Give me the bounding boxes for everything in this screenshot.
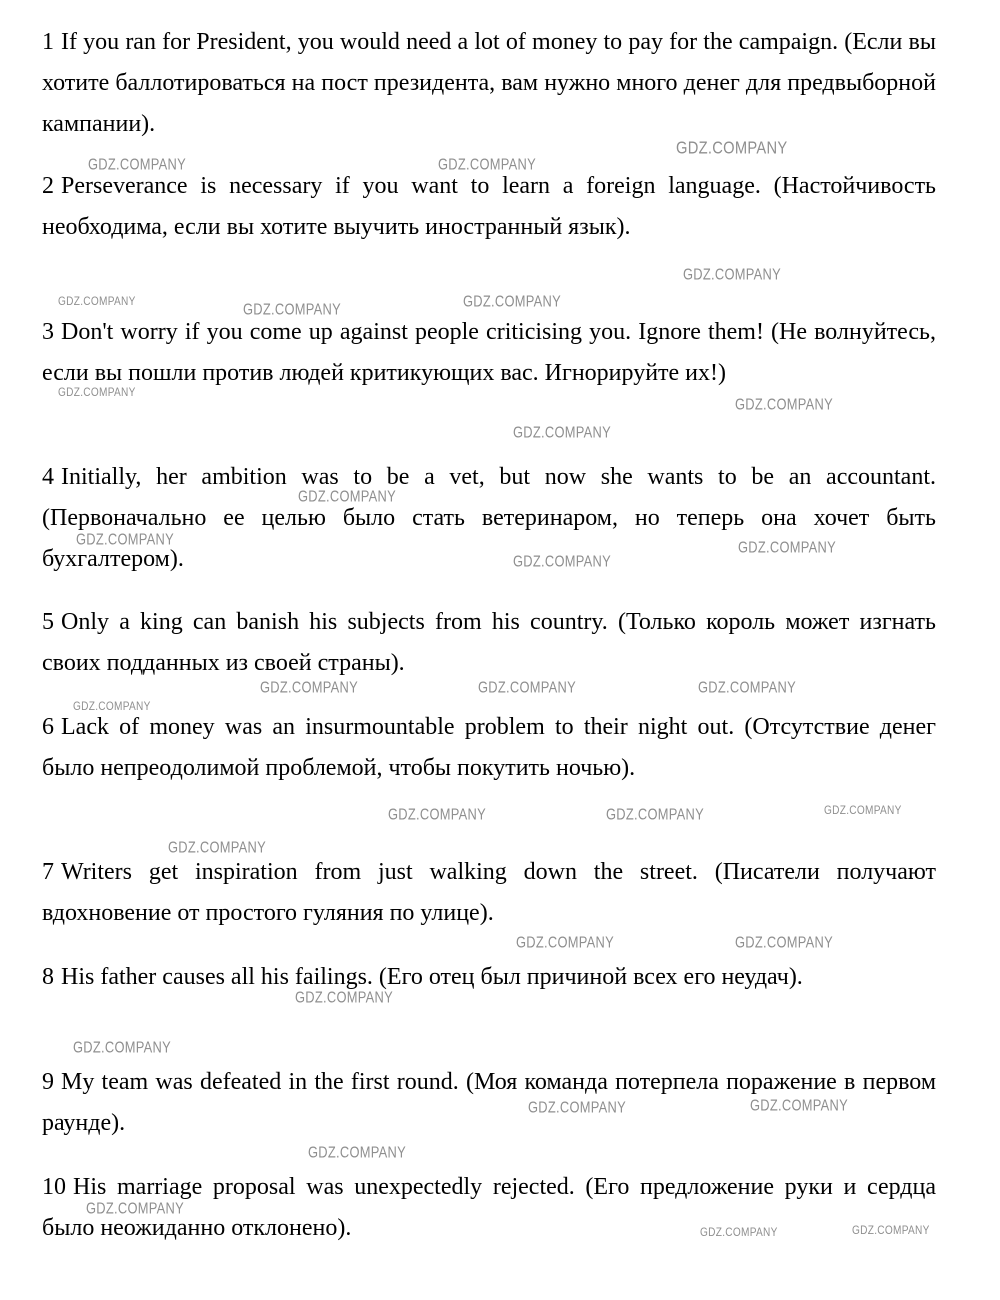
watermark-text: GDZ.COMPANY [168,838,266,856]
watermark-text: GDZ.COMPANY [478,678,576,696]
watermark-text: GDZ.COMPANY [438,155,536,173]
watermark-text: GDZ.COMPANY [73,700,151,714]
answer-number: 6 [42,714,54,740]
answer-text: Initially, her ambition was to be a vet, but now she wants to be an accountant. (Первоначально ее целью было стать ветеринаром, но теперь она хочет быть бухгалтером). [42,464,936,572]
answer-number: 5 [42,609,54,635]
answer-item-6 [42,707,936,789]
answer-text: His marriage proposal was unexpectedly rejected. (Его предложение руки и сердца было неожиданно отклонено). [42,1174,936,1241]
answer-item-3 [42,312,936,394]
watermark-text: GDZ.COMPANY [73,1038,171,1056]
watermark-text: GDZ.COMPANY [388,805,486,823]
watermark-text: GDZ.COMPANY [298,487,396,505]
watermark-text: GDZ.COMPANY [516,933,614,951]
watermark-text: GDZ.COMPANY [735,395,833,413]
answer-item-10 [42,1167,936,1249]
watermark-text: GDZ.COMPANY [528,1098,626,1116]
answer-number: 10 [42,1174,66,1200]
watermark-text: GDZ.COMPANY [824,804,902,818]
answer-text: Perseverance is necessary if you want to learn a foreign language. (Настойчивость необходима, если вы хотите выучить иностранный язык). [42,173,936,240]
watermark-text: GDZ.COMPANY [735,933,833,951]
answer-item-2 [42,166,936,248]
answer-number: 8 [42,964,54,990]
watermark-text: GDZ.COMPANY [606,805,704,823]
watermark-text: GDZ.COMPANY [308,1143,406,1161]
answer-item-4 [42,457,936,580]
watermark-text: GDZ.COMPANY [463,292,561,310]
answer-item-8 [42,957,936,998]
watermark-text: GDZ.COMPANY [88,155,186,173]
answer-text: Only a king can banish his subjects from his country. (Только король может изгнать своих подданных из своей страны). [42,609,936,676]
watermark-text: GDZ.COMPANY [243,300,341,318]
answer-text: If you ran for President, you would need a lot of money to pay for the campaign. (Если вы хотите баллотироваться на пост президента, вам нужно много денег для предвыборной кампании). [42,29,936,137]
watermark-text: GDZ.COMPANY [513,423,611,441]
answer-text: Writers get inspiration from just walking down the street. (Писатели получают вдохновение от простого гуляния по улице). [42,859,936,926]
answer-number: 2 [42,173,54,199]
watermark-text: GDZ.COMPANY [295,988,393,1006]
watermark-text: GDZ.COMPANY [676,139,788,159]
watermark-text: GDZ.COMPANY [698,678,796,696]
answer-number: 1 [42,29,54,55]
answer-text: My team was defeated in the first round. (Моя команда потерпела поражение в первом раунде). [42,1069,936,1136]
answer-item-1 [42,22,936,145]
watermark-text: GDZ.COMPANY [76,530,174,548]
answer-text: Don't worry if you come up against people criticising you. Ignore them! (Не волнуйтесь, если вы пошли против людей критикующих вас. Игнорируйте их!) [42,319,936,386]
answer-item-5 [42,602,936,684]
watermark-text: GDZ.COMPANY [513,552,611,570]
answer-number: 9 [42,1069,54,1095]
answer-number: 7 [42,859,54,885]
watermark-text: GDZ.COMPANY [58,295,136,309]
watermark-text: GDZ.COMPANY [852,1224,930,1238]
watermark-text: GDZ.COMPANY [700,1226,778,1240]
watermark-text: GDZ.COMPANY [683,265,781,283]
answer-item-9 [42,1062,936,1144]
answer-text: Lack of money was an insurmountable problem to their night out. (Отсутствие денег было непреодолимой проблемой, чтобы покутить ночью). [42,714,936,781]
watermark-text: GDZ.COMPANY [86,1199,184,1217]
answer-text: His father causes all his failings. (Его отец был причиной всех его неудач). [61,964,803,990]
answer-item-7 [42,852,936,934]
answer-number: 3 [42,319,54,345]
watermark-text: GDZ.COMPANY [58,386,136,400]
watermark-text: GDZ.COMPANY [738,538,836,556]
watermark-text: GDZ.COMPANY [750,1096,848,1114]
answer-number: 4 [42,464,54,490]
watermark-text: GDZ.COMPANY [260,678,358,696]
